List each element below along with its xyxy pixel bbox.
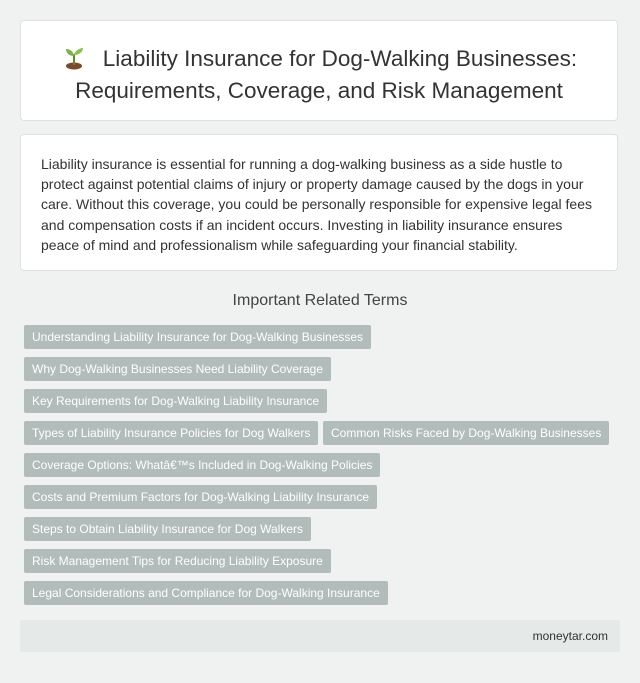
tag-link[interactable]: Coverage Options: Whatâ€™s Included in Dog-Walking Policies (24, 453, 380, 477)
page-title (21, 43, 617, 107)
tag-link[interactable]: Legal Considerations and Compliance for Dog-Walking Insurance (24, 581, 388, 605)
footer (20, 620, 620, 652)
tag-link[interactable]: Common Risks Faced by Dog-Walking Businesses (323, 421, 609, 445)
sprout-icon (61, 44, 87, 70)
tag-link[interactable]: Costs and Premium Factors for Dog-Walking Liability Insurance (24, 485, 377, 509)
related-terms-heading: Important Related Terms (232, 292, 408, 309)
intro-card (20, 134, 618, 271)
title-card (20, 20, 618, 121)
tag-link[interactable]: Why Dog-Walking Businesses Need Liability Coverage (24, 357, 331, 381)
title-wrap (21, 43, 617, 107)
tag-link[interactable]: Steps to Obtain Liability Insurance for Dog Walkers (24, 517, 311, 541)
page-title-text: Liability Insurance for Dog-Walking Businesses: Requirements, Coverage, and Risk Management (75, 46, 578, 103)
intro-paragraph: Liability insurance is essential for running a dog-walking business as a side hustle to protect against potential claims of injury or property damage caused by the dogs in your care. Without this coverage, you could be personally responsible for expensive legal fees and compensation costs if an incident occurs. Investing in liability insurance ensures peace of mind and professionalism while safeguarding your financial stability. (41, 156, 592, 253)
footer-site-link[interactable]: moneytar.com (532, 629, 608, 643)
tag-link[interactable]: Key Requirements for Dog-Walking Liability Insurance (24, 389, 327, 413)
tag-link[interactable]: Understanding Liability Insurance for Dog-Walking Businesses (24, 325, 371, 349)
tag-link[interactable]: Risk Management Tips for Reducing Liability Exposure (24, 549, 331, 573)
tag-link[interactable]: Types of Liability Insurance Policies for Dog Walkers (24, 421, 318, 445)
